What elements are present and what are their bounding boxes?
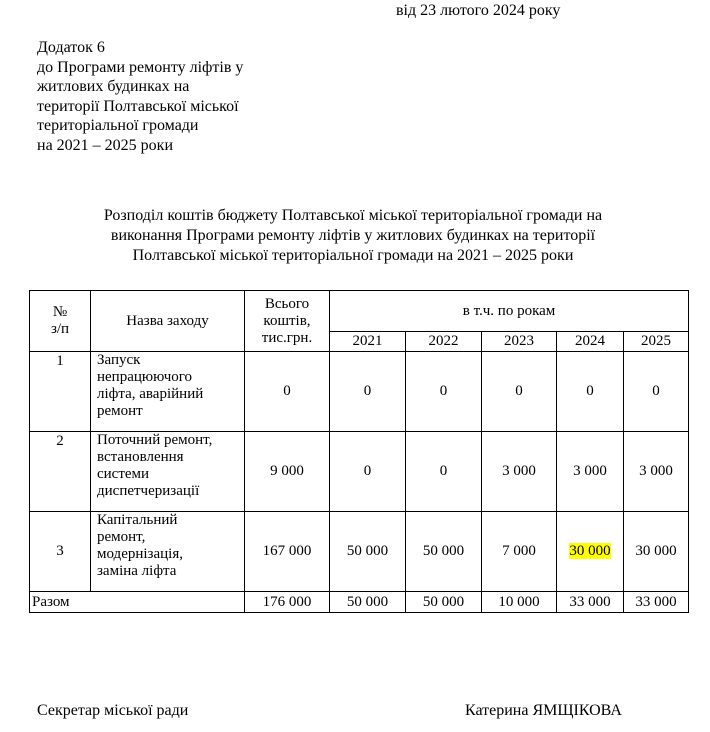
signatory-name: Катерина ЯМЩІКОВА <box>465 702 622 719</box>
header-total: Всього коштів, тис.грн. <box>245 291 330 352</box>
annex-line: Додаток 6 <box>37 39 105 56</box>
header-year: 2024 <box>557 332 624 352</box>
totals-row <box>30 592 689 613</box>
title-line: виконання Програми ремонту ліфтів у житлових будинках на території <box>110 227 596 244</box>
annex-block <box>37 38 243 156</box>
row-number: 2 <box>30 432 91 512</box>
row-value: 0 <box>330 432 406 512</box>
budget-table <box>29 290 689 613</box>
row-value: 50 000 <box>330 512 406 592</box>
row-value: 0 <box>330 352 406 432</box>
row-number: 1 <box>30 352 91 432</box>
row-total: 167 000 <box>245 512 330 592</box>
totals-total: 176 000 <box>245 592 330 613</box>
document-title <box>0 206 706 266</box>
row-value: 0 <box>406 352 482 432</box>
totals-value: 33 000 <box>557 592 624 613</box>
header-year: 2023 <box>482 332 557 352</box>
totals-value: 10 000 <box>482 592 557 613</box>
row-name: Запуск непрацюючого ліфта, аварійний ремонт <box>91 352 245 432</box>
annex-line: житлових будинках на <box>37 78 190 96</box>
row-value: 0 <box>624 352 689 432</box>
annex-line: до Програми ремонту ліфтів у <box>37 58 244 76</box>
row-number: 3 <box>30 512 91 592</box>
header-year: 2021 <box>330 332 406 352</box>
row-value: 0 <box>406 432 482 512</box>
row-value: 3 000 <box>624 432 689 512</box>
title-line: Полтавської міської територіальної громади на 2021 – 2025 роки <box>132 247 574 264</box>
header-by-years: в т.ч. по рокам <box>330 291 689 332</box>
row-total: 9 000 <box>245 432 330 512</box>
header-number: № з/п <box>30 291 91 352</box>
table-row <box>30 512 689 592</box>
header-year: 2025 <box>624 332 689 352</box>
row-value-highlighted <box>557 512 624 592</box>
row-value: 50 000 <box>406 512 482 592</box>
row-name: Капітальний ремонт, модернізація, заміна ліфта <box>91 512 245 592</box>
header-name: Назва заходу <box>91 291 245 352</box>
table-header-row <box>30 291 689 332</box>
table-row <box>30 432 689 512</box>
row-value: 7 000 <box>482 512 557 592</box>
row-value: 0 <box>482 352 557 432</box>
row-total: 0 <box>245 352 330 432</box>
totals-value: 33 000 <box>624 592 689 613</box>
signature-position: Секретар міської ради <box>37 702 189 719</box>
annex-line: територіальної громади <box>37 117 199 135</box>
row-value: 3 000 <box>482 432 557 512</box>
row-name: Поточний ремонт, встановлення системи диспетчеризації <box>91 432 245 512</box>
document-date: від 23 лютого 2024 року <box>396 2 561 19</box>
table-row <box>30 352 689 432</box>
row-value: 0 <box>557 352 624 432</box>
totals-value: 50 000 <box>330 592 406 613</box>
row-value: 3 000 <box>557 432 624 512</box>
highlight-mark: 30 000 <box>569 543 611 559</box>
title-line: Розподіл коштів бюджету Полтавської міської територіальної громади на <box>103 207 603 224</box>
annex-line: території Полтавської міської <box>37 97 239 115</box>
annex-line: на 2021 – 2025 роки <box>37 136 173 154</box>
row-value: 30 000 <box>624 512 689 592</box>
totals-label: Разом <box>30 592 245 613</box>
header-year: 2022 <box>406 332 482 352</box>
totals-value: 50 000 <box>406 592 482 613</box>
